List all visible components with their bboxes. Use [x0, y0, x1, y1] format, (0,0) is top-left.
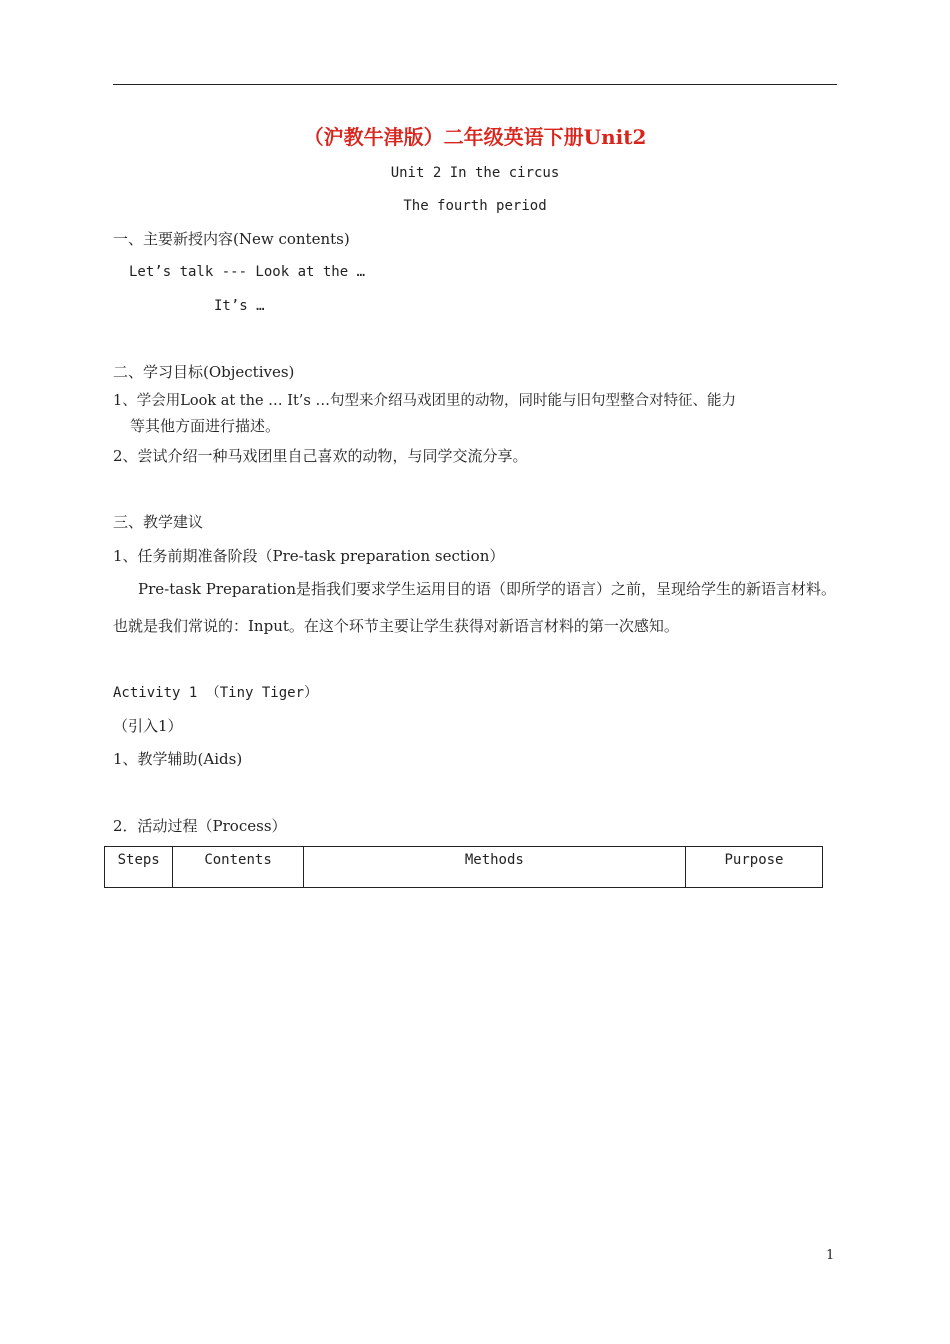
objective-1: 1、学会用Look at the … It’s …句型来介绍马戏团里的动物，同时能与旧句型整合对特征、能力 [113, 393, 736, 409]
document-title: （沪教牛津版）二年级英语下册Unit2 [303, 125, 647, 149]
new-content-line1: Let’s talk --- Look at the … [129, 264, 366, 280]
table-header-row [105, 847, 823, 888]
page-number: 1 [826, 1248, 835, 1263]
header-purpose: Purpose [686, 847, 823, 888]
pre-task-paragraph [113, 571, 837, 645]
header-methods: Methods [303, 847, 685, 888]
section1-heading: 一、主要新授内容(New contents) [113, 230, 350, 248]
period-title: The fourth period [403, 198, 547, 214]
header-steps: Steps [105, 847, 173, 888]
objective-1-continued: 等其他方面进行描述。 [130, 417, 281, 435]
header-contents: Contents [173, 847, 303, 888]
objective-2: 2、尝试介绍一种马戏团里自己喜欢的动物，与同学交流分享。 [113, 447, 528, 465]
section3-heading: 三、教学建议 [113, 513, 204, 531]
pre-task-heading: 1、任务前期准备阶段（Pre-task preparation section） [113, 547, 505, 565]
activity-intro: （引入1） [113, 717, 183, 735]
process-heading: 2．活动过程（Process） [113, 817, 287, 835]
aids-heading: 1、教学辅助(Aids) [113, 750, 243, 768]
section2-heading: 二、学习目标(Objectives) [113, 363, 295, 381]
activity-title: Activity 1 （Tiny Tiger） [113, 685, 319, 701]
process-table [104, 846, 823, 888]
new-content-line2: It’s … [214, 298, 265, 314]
header-rule [113, 84, 837, 85]
pre-task-text: Pre-task Preparation是指我们要求学生运用目的语（即所学的语言）之前，呈现给学生的新语言材料。也就是我们常说的：Input。在这个环节主要让学生获得对新语言材料的第一次感知。 [113, 580, 837, 635]
unit-title: Unit 2 In the circus [390, 165, 560, 181]
